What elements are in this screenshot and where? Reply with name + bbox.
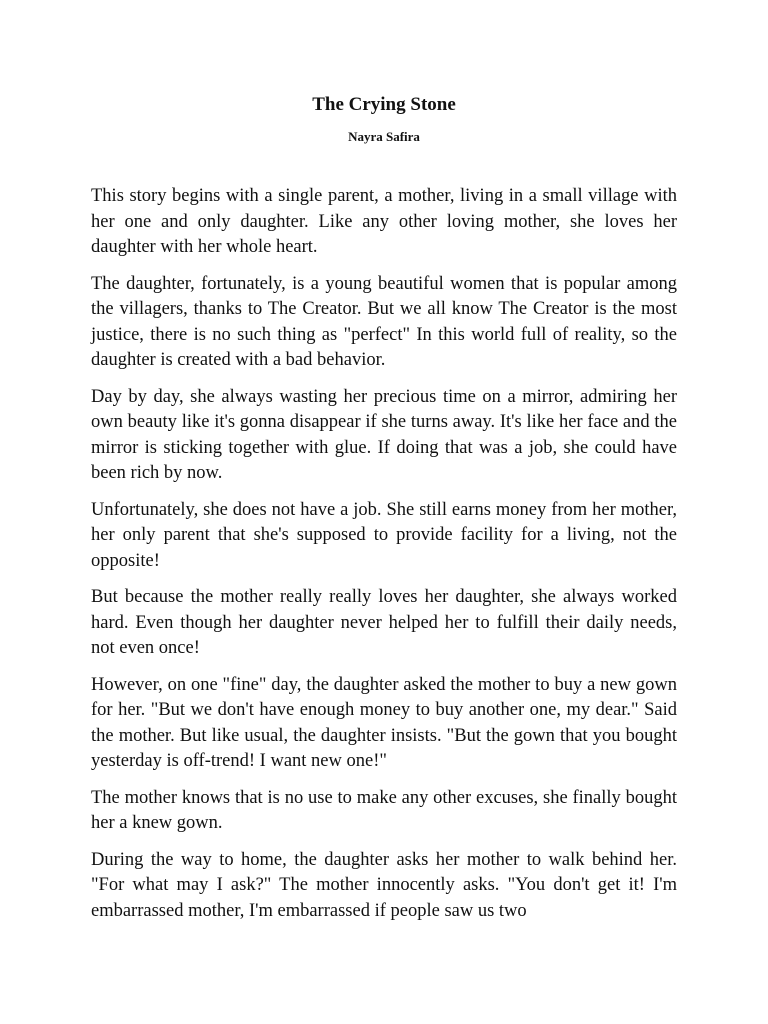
paragraph: This story begins with a single parent, a mother, living in a small village with her one and only daughter. Like any other loving mother, she loves her daughter with her whole heart. xyxy=(91,186,677,257)
paragraph: But because the mother really really loves her daughter, she always worked hard. Even though her daughter never helped her to fulfill their daily needs, not even once! xyxy=(91,587,677,658)
document-author: Nayra Safira xyxy=(348,129,420,144)
paragraph: The daughter, fortunately, is a young beautiful women that is popular among the villagers, thanks to The Creator. But we all know The Creator is the most justice, there is no such thing as "perfect" In this world full of reality, so the daughter is created with a bad behavior. xyxy=(91,273,677,370)
paragraph: Day by day, she always wasting her precious time on a mirror, admiring her own beauty like it's gonna disappear if she turns away. It's like her face and the mirror is sticking together with glue. If doing that was a job, she could have been rich by now. xyxy=(91,386,677,483)
paragraph: Unfortunately, she does not have a job. She still earns money from her mother, her only parent that she's supposed to provide facility for a living, not the opposite! xyxy=(91,499,677,571)
paragraph: The mother knows that is no use to make any other excuses, she finally bought her a knew gown. xyxy=(91,787,677,833)
document-title: The Crying Stone xyxy=(312,94,456,115)
paragraph: During the way to home, the daughter asks her mother to walk behind her. "For what may I ask?" The mother innocently asks. "You don't get it! I'm embarrassed mother, I'm embarrassed if people saw us two xyxy=(91,849,677,921)
document-body xyxy=(91,184,677,935)
paragraph: However, on one "fine" day, the daughter asked the mother to buy a new gown for her. "But we don't have enough money to buy another one, my dear." Said the mother. But like usual, the daughter insists. "But the gown that you bought yesterday is off-trend! I want new one!" xyxy=(91,674,677,771)
